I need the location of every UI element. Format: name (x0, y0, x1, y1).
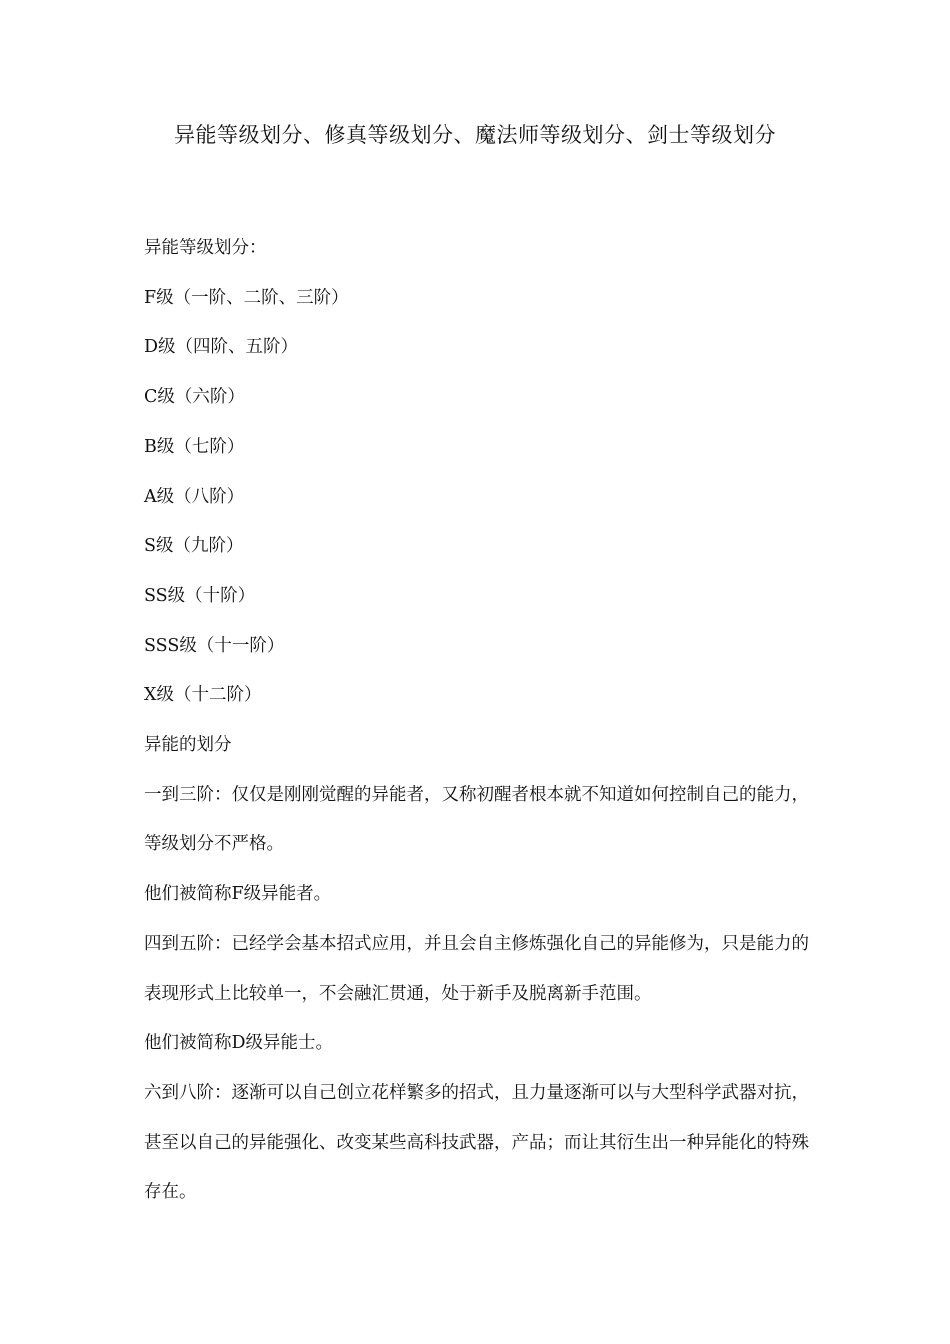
level-item-f: F级（一阶、二阶、三阶） (144, 287, 349, 308)
level-item-s: S级（九阶） (144, 536, 244, 557)
section-heading: 异能等级划分： (144, 238, 267, 258)
level-item-x: X级（十二阶） (144, 685, 262, 706)
level-item-sss: SSS级（十一阶） (144, 635, 285, 656)
document-body (144, 224, 814, 1218)
paragraph-tier-4-5: 四到五阶：已经学会基本招式应用，并且会自主修炼强化自己的异能修为，只是能力的表现形式上比较单一，不会融汇贯通，处于新手及脱离新手范围。 (144, 933, 809, 1004)
division-heading: 异能的划分 (144, 735, 232, 756)
level-item-c: C级（六阶） (144, 387, 245, 408)
level-item-a: A级（八阶） (144, 486, 245, 507)
level-item-ss: SS级（十阶） (144, 585, 256, 606)
paragraph-f-alias: 他们被简称F级异能者。 (144, 884, 332, 905)
level-item-b: B级（七阶） (144, 436, 245, 457)
paragraph-tier-6-8: 六到八阶：逐渐可以自己创立花样繁多的招式，且力量逐渐可以与大型科学武器对抗，甚至以自己的异能强化、改变某些高科技武器，产品；而让其衍生出一种异能化的特殊存在。 (144, 1082, 809, 1203)
level-item-d: D级（四阶、五阶） (144, 337, 299, 358)
paragraph-d-alias: 他们被简称D级异能士。 (144, 1033, 334, 1054)
paragraph-tier-1-3: 一到三阶：仅仅是刚刚觉醒的异能者，又称初醒者根本就不知道如何控制自己的能力，等级划分不严格。 (144, 784, 809, 855)
document-title: 异能等级划分、修真等级划分、魔法师等级划分、剑士等级划分 (174, 123, 776, 147)
